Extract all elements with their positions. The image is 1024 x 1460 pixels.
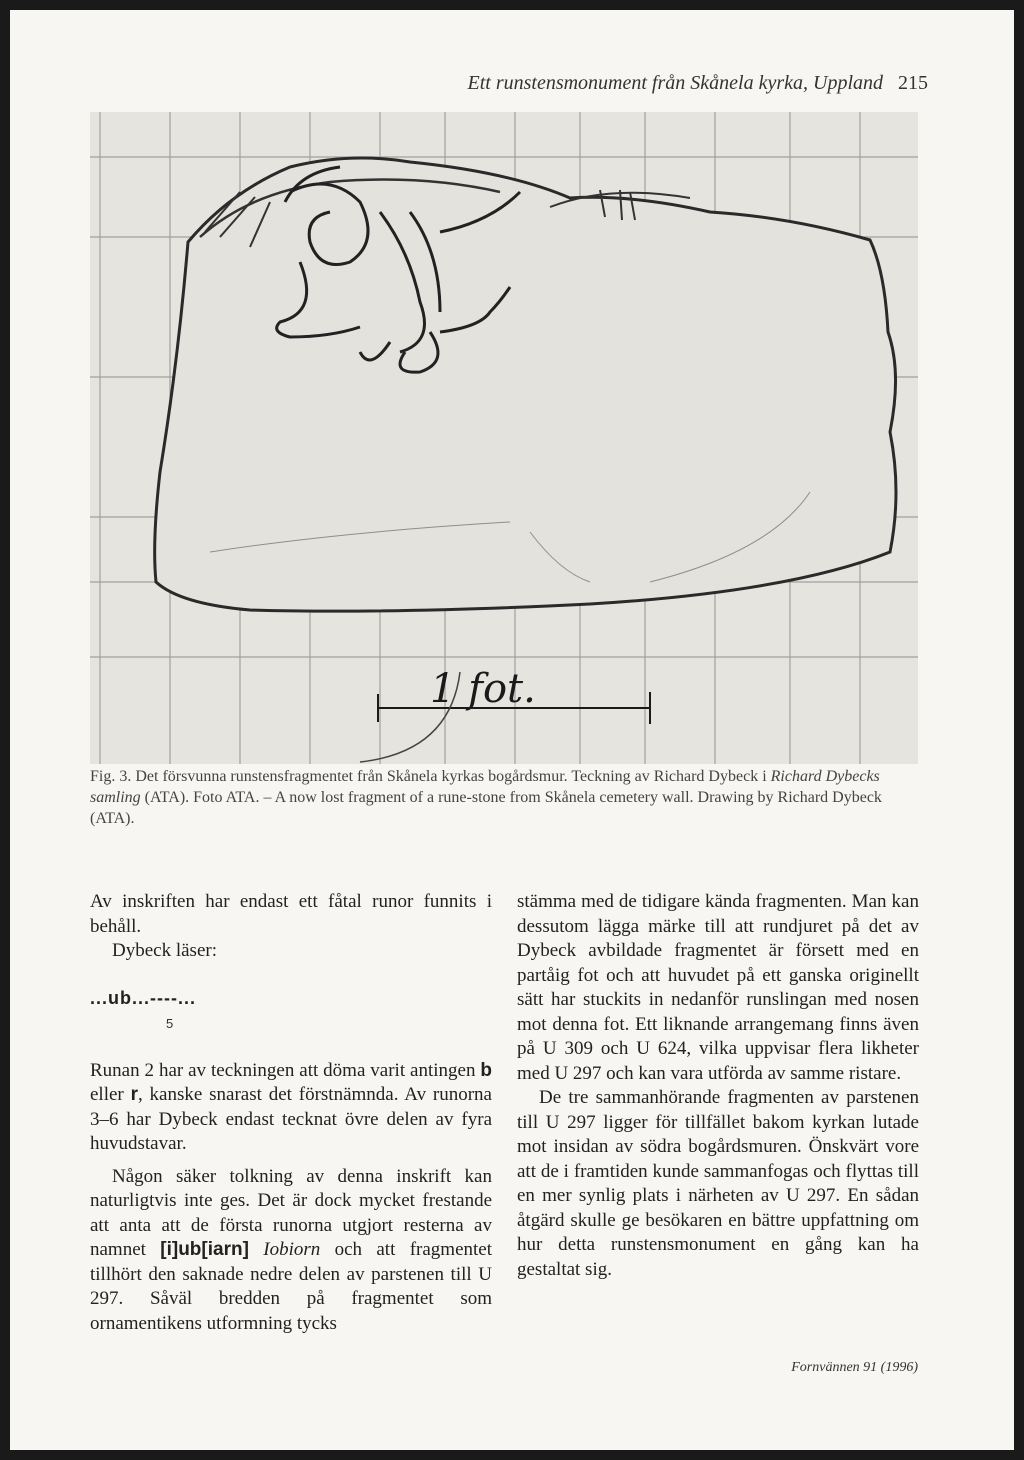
figure-label: Fig. 3.	[90, 768, 132, 785]
page-number: 215	[898, 72, 928, 94]
figure-drawing	[90, 112, 918, 764]
running-head-title: Ett runstensmonument från Skånela kyrka, Uppland	[467, 72, 883, 94]
rune-r: r	[130, 1084, 138, 1105]
journal-footer: Fornvännen 91 (1996)	[791, 1360, 918, 1375]
rune-b: b	[480, 1059, 492, 1081]
paragraph: De tre sammanhörande fragmenten av parstenen till U 297 ligger för tillfället bakom kyrkan lutade mot insidan av södra bogårdsmuren. Önskvärt vore att de i framtiden kunde sammanfogas och flyttas till en mer synlig plats i närheten av U 297. En sådan åtgärd skulle ge besökaren en bättre uppfattning om hur detta runstensmonument en gång kan ha gestaltat sig.	[517, 1087, 919, 1280]
journal-page	[10, 10, 1014, 1450]
figure-caption	[90, 766, 918, 829]
paragraph: Runan 2 har av teckningen att döma varit antingen b eller r, kanske snarast det förstnämnda. Av runorna 3–6 har Dybeck endast tecknat övre delen av fyra huvudstavar.	[90, 1059, 492, 1154]
paragraph: stämma med de tidigare kända fragmenten. Man kan dessutom lägga märke till att rundjuret på det av Dybeck avbildade fragmentet är försett med en partåig fot och att huvudet på ett ganska originellt sätt har stuckits in nedanför runslingan med nosen mot denna fot. Ett liknande arrangemang finns även på U 309 och U 624, vilka uppvisar flera likheter med U 297 och kan vara utförda av samme ristare.	[517, 891, 919, 1084]
rune-reading: ...ub...----...	[90, 987, 196, 1008]
caption-italic: Richard Dybecks samling	[90, 768, 880, 806]
paragraph: Dybeck läser:	[112, 940, 217, 961]
left-column	[90, 890, 492, 1336]
paragraph: Av inskriften har endast ett fåtal runor funnits i behåll.	[90, 891, 492, 937]
caption-text-2: (ATA). Foto ATA. – A now lost fragment of a rune-stone from Skånela cemetery wall. Drawing by Richard Dybeck (ATA).	[90, 789, 882, 827]
paragraph: Någon säker tolkning av denna inskrift kan naturligtvis inte ges. Det är dock mycket frestande att anta att de första runorna utgjort resterna av namnet [i]ub[iarn] Iobiorn och att fragmentet tillhört den saknade nedre delen av parstenen till U 297. Såväl bredden på fragmentet som ornamentikens utformning tycks	[90, 1165, 492, 1334]
rune-name-transliteration: [i]ub[iarn]	[160, 1239, 249, 1260]
right-column	[517, 890, 919, 1282]
scale-label: 1 fot.	[430, 666, 536, 712]
running-head	[310, 72, 928, 95]
rune-position-number: 5	[166, 1016, 174, 1031]
normalized-name: Iobiorn	[263, 1239, 321, 1260]
rune-stone-drawing	[90, 112, 918, 764]
caption-text-1: Det försvunna runstensfragmentet från Skånela kyrkas bogårdsmur. Teckning av Richard Dybeck i	[135, 768, 771, 785]
